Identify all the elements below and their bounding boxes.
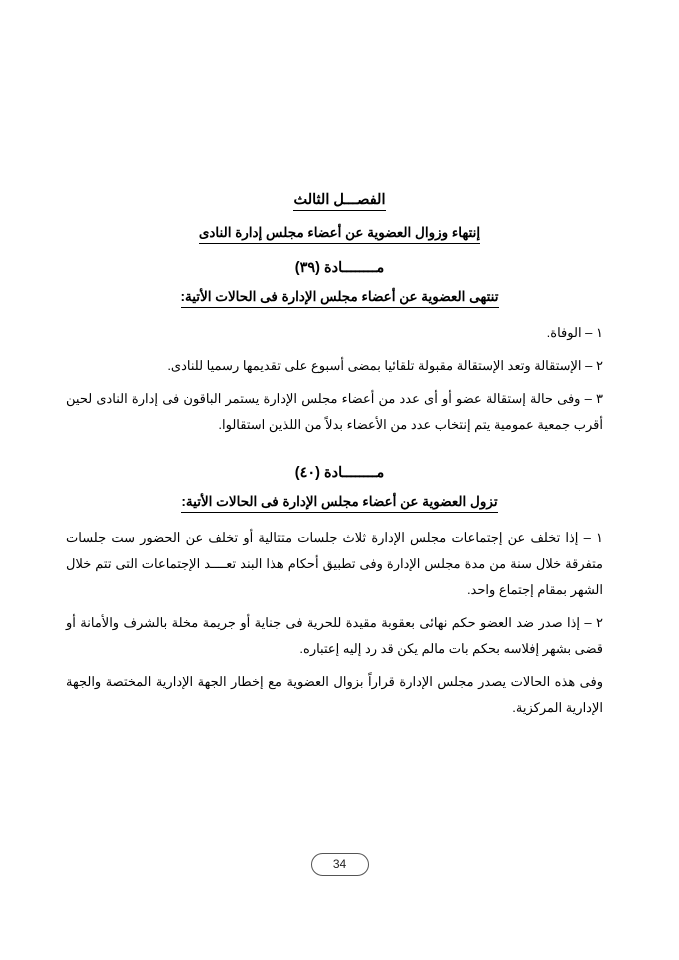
page-number [0,853,679,876]
chapter-title-text: الفصـــل الثالث [293,192,385,211]
list-item: ٢ – الإستقالة وتعد الإستقالة مقبولة تلقائيا بمضى أسبوع على تقديمها رسميا للنادى. [167,358,603,373]
list-item: ١ – الوفاة. [546,325,603,340]
page-number-value: 34 [311,853,369,876]
chapter-subtitle [66,225,613,244]
list-item: ٣ – وفى حالة إستقالة عضو أو أى عدد من أعضاء مجلس الإدارة يستمر الباقون فى إدارة النادى لحين أقرب جمعية عمومية يتم إنتخاب عدد من الأعضاء بدلاً من اللذين استقالوا. [66,391,603,432]
article-40-closing: وفى هذه الحالات يصدر مجلس الإدارة قراراً بزوال العضوية مع إخطار الجهة الإدارية المختصة والجهة الإدارية المركزية. [66,674,603,715]
list-item: ٢ – إذا صدر ضد العضو حكم نهائى بعقوبة مقيدة للحرية فى جناية أو جريمة مخلة بالشرف والأمانة أو قضى بشهر إفلاسه بحكم بات مالم يكن قد رد إليه إعتباره. [66,615,603,656]
chapter-subtitle-text: إنتهاء وزوال العضوية عن أعضاء مجلس إدارة النادى [199,225,480,244]
article-39-lead-wrap [66,288,613,308]
article-40-number: مــــــــادة (٤٠) [294,465,385,481]
article-40-lead-wrap [66,493,613,513]
article-40-lead: تزول العضوية عن أعضاء مجلس الإدارة فى الحالات الأتية: [181,494,497,513]
article-39-lead: تنتهى العضوية عن أعضاء مجلس الإدارة فى الحالات الأتية: [181,289,499,308]
list-item: ١ – إذا تخلف عن إجتماعات مجلس الإدارة ثلاث جلسات متتالية أو تخلف عن الحضور ست جلسات متفرقة خلال سنة من مدة مجلس الإدارة وفى تطبيق أحكام هذا البند تعــــد الإجتماعات التى تتم خلال الشهر بمقام إجتماع واحد. [66,530,603,597]
article-39-number: مــــــــادة (٣٩) [294,260,385,276]
document-body [66,192,613,728]
chapter-title [66,192,613,211]
